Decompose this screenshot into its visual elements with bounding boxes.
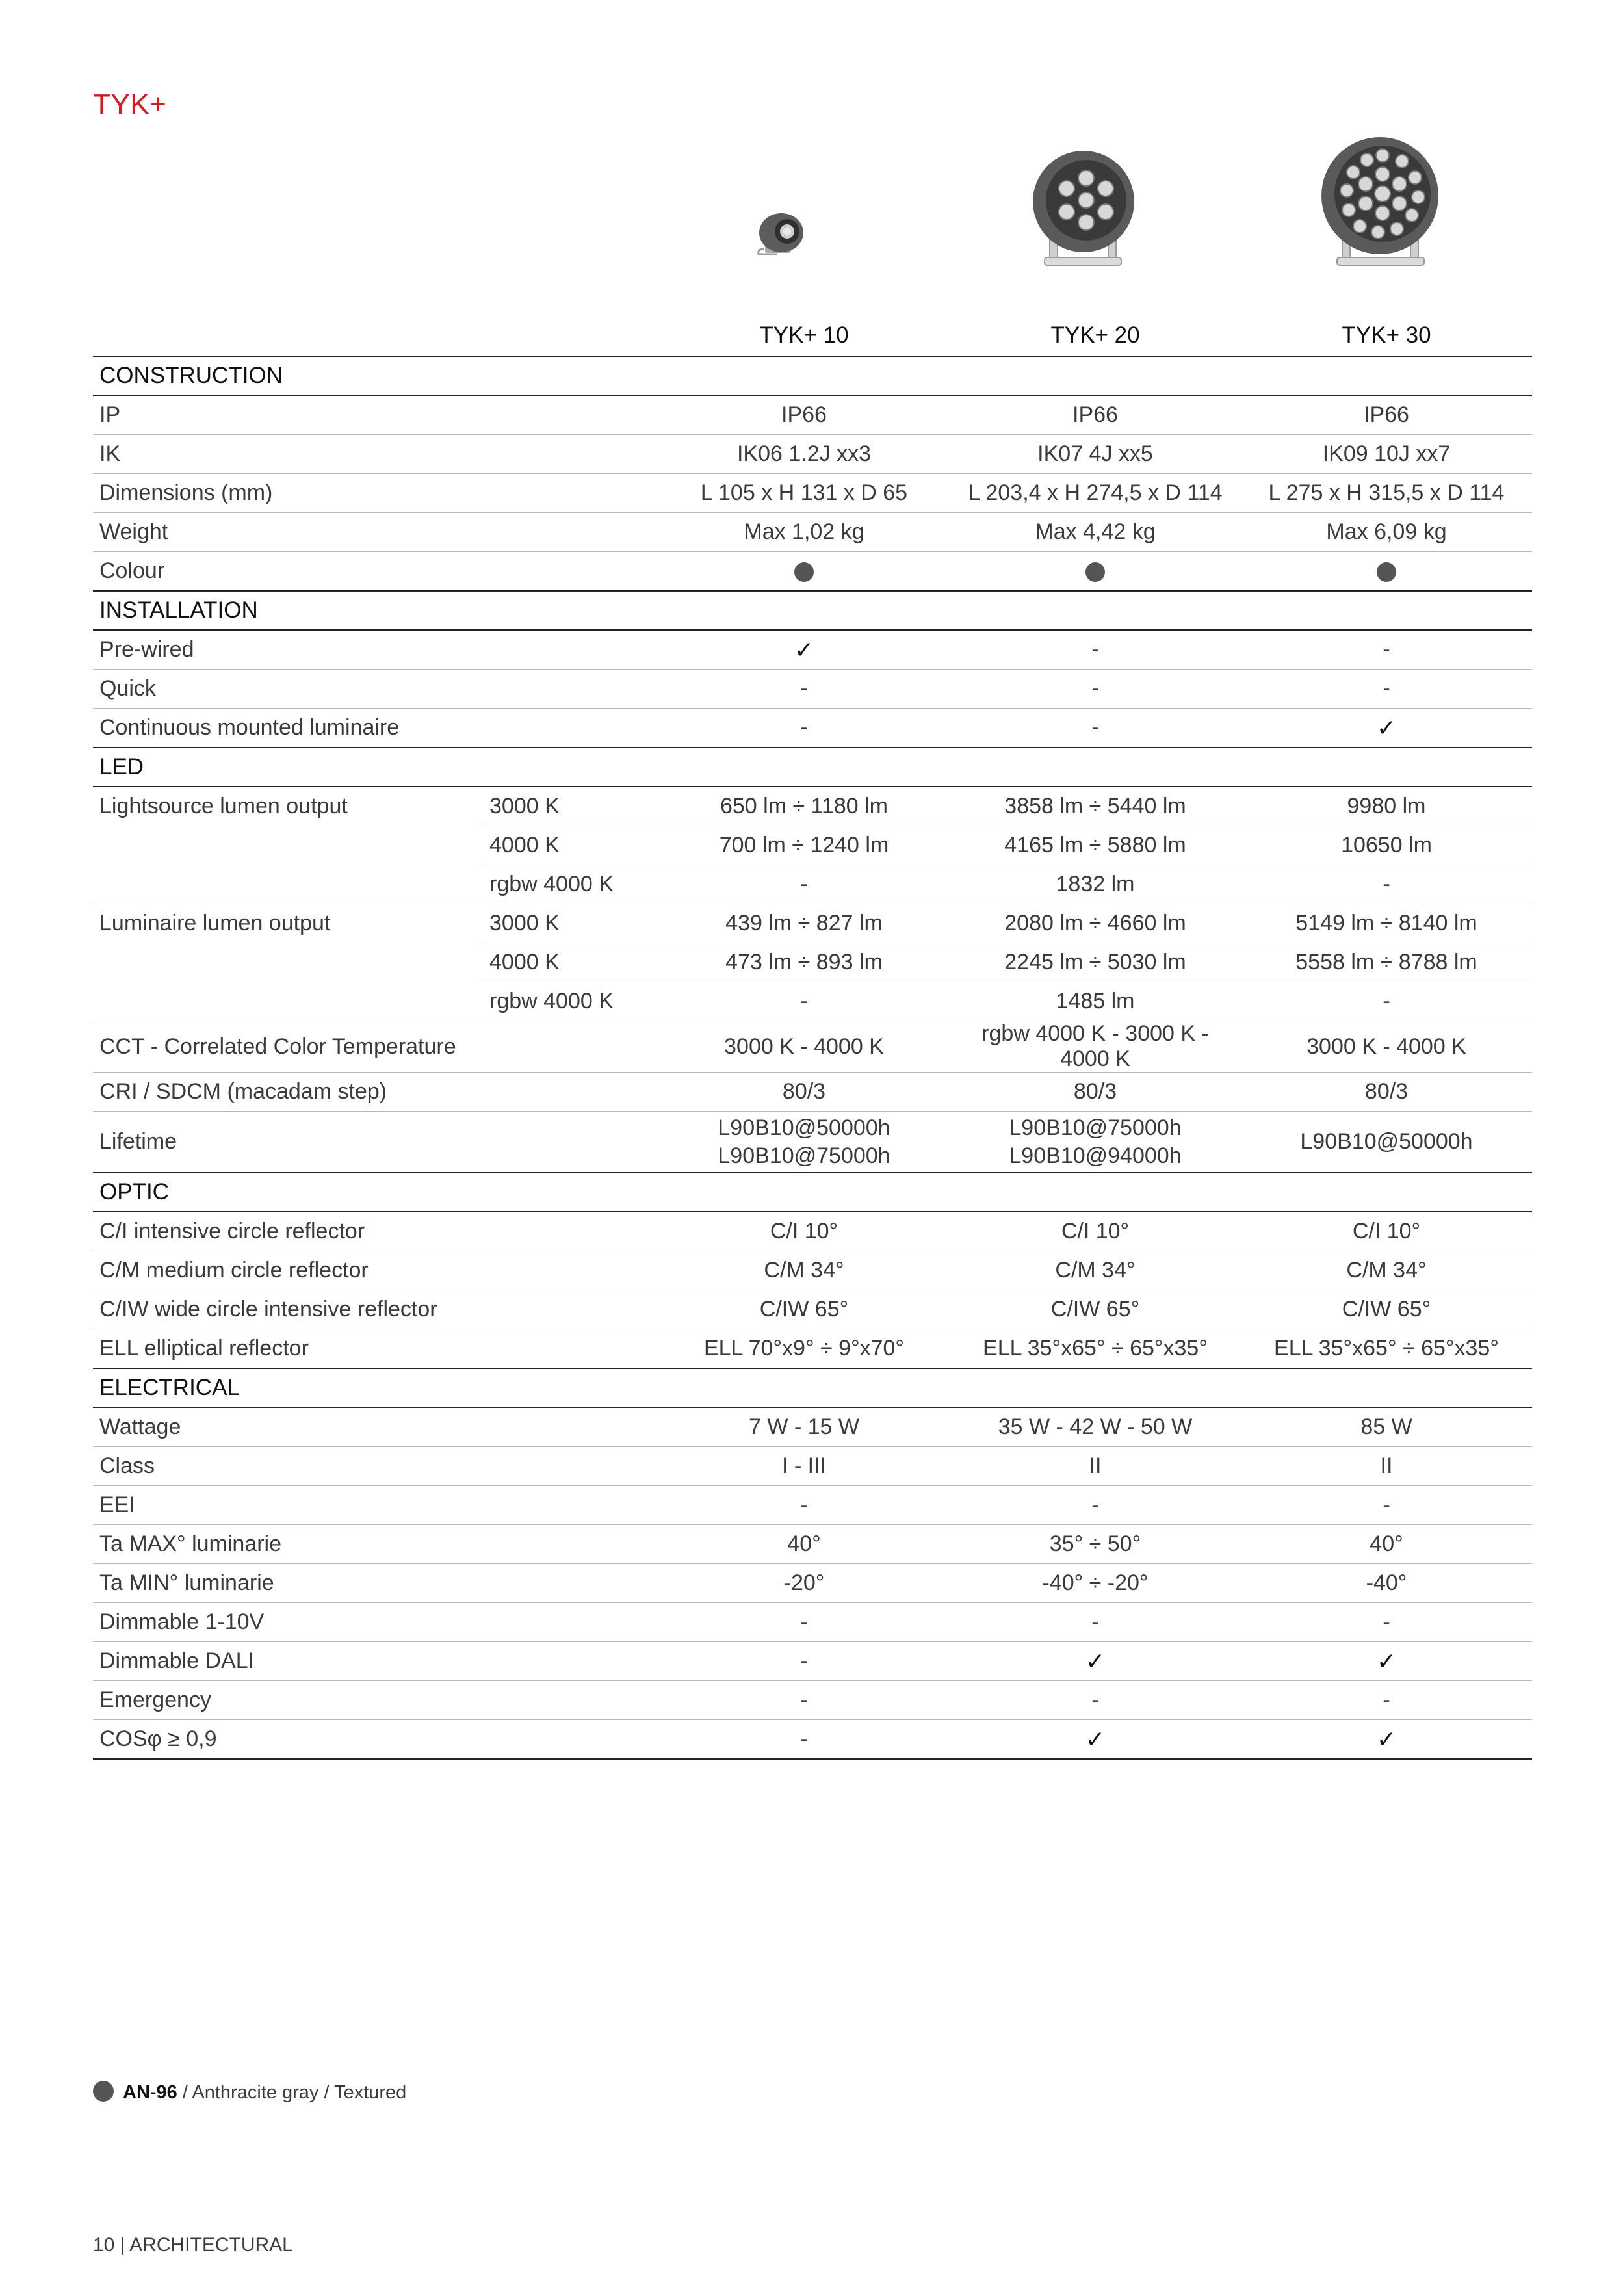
value-cell (1241, 1720, 1532, 1760)
row-label (93, 826, 483, 865)
value-cell: - (1241, 630, 1532, 670)
value-cell: 5558 lm ÷ 8788 lm (1241, 943, 1532, 982)
colour-dot (794, 562, 814, 582)
colour-swatch (93, 2081, 114, 2102)
row-label: Dimensions (mm) (93, 474, 658, 513)
table-row (93, 1525, 1532, 1564)
value-cell: 650 lm ÷ 1180 lm (658, 787, 950, 826)
value-cell: C/IW 65° (658, 1290, 950, 1329)
value-cell: 2245 lm ÷ 5030 lm (950, 943, 1241, 982)
value-cell: 35 W - 42 W - 50 W (950, 1407, 1241, 1447)
row-label (93, 943, 483, 982)
check-icon: ✓ (1085, 1647, 1106, 1675)
page-footer: 10 | ARCHITECTURAL (93, 2234, 293, 2256)
row-label (93, 865, 483, 904)
tyk-10-image (751, 210, 816, 262)
check-icon: ✓ (1376, 1725, 1397, 1753)
value-cell: 7 W - 15 W (658, 1407, 950, 1447)
spec-table (93, 315, 1532, 1760)
value-cell: C/I 10° (658, 1212, 950, 1251)
value-cell: - (1241, 1486, 1532, 1525)
colour-dot (1377, 562, 1396, 582)
product-name: TYK+ 20 (950, 315, 1241, 356)
value-cell: - (950, 630, 1241, 670)
lifetime-line: L90B10@94000h (1009, 1143, 1182, 1168)
value-cell: C/I 10° (950, 1212, 1241, 1251)
value-cell: Max 4,42 kg (950, 513, 1241, 552)
value-cell: -40° (1241, 1564, 1532, 1603)
value-cell: ELL 35°x65° ÷ 65°x35° (950, 1329, 1241, 1369)
value-cell: - (950, 1603, 1241, 1642)
value-cell: 3000 K - 4000 K (1241, 1021, 1532, 1073)
table-row (93, 826, 1532, 865)
page-title: TYK+ (93, 88, 167, 120)
row-label: IP (93, 395, 658, 435)
value-cell: - (950, 670, 1241, 709)
table-row (93, 395, 1532, 435)
section-heading: LED (93, 748, 1532, 787)
value-cell: - (658, 982, 950, 1021)
table-row (93, 787, 1532, 826)
row-label: Lightsource lumen output (99, 794, 348, 819)
value-cell: C/M 34° (658, 1251, 950, 1290)
value-cell: 1832 lm (950, 865, 1241, 904)
value-cell: 80/3 (950, 1073, 1241, 1112)
value-cell: - (658, 1720, 950, 1760)
value-cell: C/IW 65° (950, 1290, 1241, 1329)
product-name: TYK+ 10 (658, 315, 950, 356)
row-label: C/I intensive circle reflector (93, 1212, 658, 1251)
table-row (93, 630, 1532, 670)
value-cell (1241, 709, 1532, 748)
value-cell: Max 1,02 kg (658, 513, 950, 552)
check-icon: ✓ (1376, 1647, 1397, 1675)
sub-label: 4000 K (483, 826, 658, 865)
sub-label: rgbw 4000 K (483, 982, 658, 1021)
table-row (93, 1603, 1532, 1642)
value-cell: IK06 1.2J xx3 (658, 435, 950, 474)
value-cell: 40° (658, 1525, 950, 1564)
row-label: C/M medium circle reflector (93, 1251, 658, 1290)
value-cell: -20° (658, 1564, 950, 1603)
table-row (93, 1486, 1532, 1525)
value-cell: - (950, 1486, 1241, 1525)
section-heading: ELECTRICAL (93, 1368, 1532, 1407)
value-cell: IP66 (658, 395, 950, 435)
table-row (93, 865, 1532, 904)
section-row (93, 591, 1532, 630)
value-cell: 439 lm ÷ 827 lm (658, 904, 950, 943)
table-row (93, 943, 1532, 982)
value-cell: 35° ÷ 50° (950, 1525, 1241, 1564)
value-cell: 80/3 (658, 1073, 950, 1112)
value-cell: - (658, 1642, 950, 1681)
value-cell: IP66 (1241, 395, 1532, 435)
value-cell: IP66 (950, 395, 1241, 435)
row-label: C/IW wide circle intensive reflector (93, 1290, 658, 1329)
value-cell (950, 1642, 1241, 1681)
value-cell (658, 1112, 950, 1173)
value-cell: II (1241, 1447, 1532, 1486)
table-row (93, 1212, 1532, 1251)
value-cell: L 203,4 x H 274,5 x D 114 (950, 474, 1241, 513)
product-header-row (93, 315, 1532, 356)
value-cell: 10650 lm (1241, 826, 1532, 865)
row-label: Lifetime (93, 1112, 658, 1173)
tyk-20-image (1024, 148, 1144, 268)
section-row (93, 748, 1532, 787)
value-cell: 9980 lm (1241, 787, 1532, 826)
table-row (93, 1290, 1532, 1329)
section-heading: INSTALLATION (93, 591, 1532, 630)
check-icon: ✓ (1085, 1725, 1106, 1753)
value-cell: 40° (1241, 1525, 1532, 1564)
sub-label: rgbw 4000 K (483, 865, 658, 904)
row-label: COSφ ≥ 0,9 (93, 1720, 658, 1760)
row-label: IK (93, 435, 658, 474)
row-label: Pre-wired (93, 630, 658, 670)
value-cell: ELL 35°x65° ÷ 65°x35° (1241, 1329, 1532, 1369)
lifetime-line: L90B10@75000h (1009, 1115, 1182, 1140)
value-cell (1241, 552, 1532, 592)
row-label: Dimmable DALI (93, 1642, 658, 1681)
value-cell: 473 lm ÷ 893 lm (658, 943, 950, 982)
legend-text: / Anthracite gray / Textured (177, 2082, 407, 2103)
value-cell: - (1241, 865, 1532, 904)
table-row (93, 1720, 1532, 1760)
row-label: Quick (93, 670, 658, 709)
value-cell: 1485 lm (950, 982, 1241, 1021)
value-cell: C/IW 65° (1241, 1290, 1532, 1329)
row-label: Ta MIN° luminarie (93, 1564, 658, 1603)
row-label (93, 982, 483, 1021)
value-cell: ELL 70°x9° ÷ 9°x70° (658, 1329, 950, 1369)
value-cell (950, 1720, 1241, 1760)
section-heading: OPTIC (93, 1173, 1532, 1212)
value-cell: C/M 34° (950, 1251, 1241, 1290)
sub-label: 3000 K (483, 787, 658, 826)
table-row (93, 1112, 1532, 1173)
row-label: EEI (93, 1486, 658, 1525)
lifetime-line: L90B10@50000h (718, 1115, 890, 1140)
colour-legend (93, 2082, 406, 2104)
row-label: Emergency (93, 1681, 658, 1720)
table-row (93, 435, 1532, 474)
tyk-30-image (1316, 134, 1446, 270)
row-label: Luminaire lumen output (99, 911, 331, 936)
sub-label: 4000 K (483, 943, 658, 982)
check-icon: ✓ (1376, 714, 1397, 741)
table-row (93, 1329, 1532, 1369)
legend-code: AN-96 (123, 2082, 177, 2103)
value-cell: - (658, 709, 950, 748)
row-label: Weight (93, 513, 658, 552)
value-cell: - (1241, 1603, 1532, 1642)
value-cell: - (1241, 670, 1532, 709)
table-row (93, 513, 1532, 552)
value-cell (950, 1112, 1241, 1173)
value-cell: Max 6,09 kg (1241, 513, 1532, 552)
section-heading: CONSTRUCTION (93, 356, 1532, 395)
table-row (93, 904, 1532, 943)
value-cell (658, 552, 950, 592)
section-row (93, 1173, 1532, 1212)
value-cell (1241, 1112, 1532, 1173)
value-cell: 3858 lm ÷ 5440 lm (950, 787, 1241, 826)
value-cell: IK07 4J xx5 (950, 435, 1241, 474)
row-label: CCT - Correlated Color Temperature (93, 1021, 658, 1073)
value-cell: - (950, 1681, 1241, 1720)
table-row (93, 474, 1532, 513)
value-cell: C/I 10° (1241, 1212, 1532, 1251)
value-cell: 5149 lm ÷ 8140 lm (1241, 904, 1532, 943)
value-cell: rgbw 4000 K - 3000 K - 4000 K (950, 1021, 1241, 1073)
colour-dot (1085, 562, 1105, 582)
section-row (93, 356, 1532, 395)
table-row (93, 1407, 1532, 1447)
value-cell: 4165 lm ÷ 5880 lm (950, 826, 1241, 865)
value-cell: - (658, 670, 950, 709)
row-label: CRI / SDCM (macadam step) (93, 1073, 658, 1112)
table-row (93, 709, 1532, 748)
value-cell (658, 630, 950, 670)
table-row (93, 1642, 1532, 1681)
row-label: Continuous mounted luminaire (93, 709, 658, 748)
value-cell: 85 W (1241, 1407, 1532, 1447)
table-row (93, 670, 1532, 709)
row-label: Class (93, 1447, 658, 1486)
product-images (0, 124, 1623, 286)
value-cell: - (1241, 1681, 1532, 1720)
table-row (93, 552, 1532, 592)
value-cell: - (658, 865, 950, 904)
value-cell: I - III (658, 1447, 950, 1486)
table-row (93, 1681, 1532, 1720)
table-row (93, 1073, 1532, 1112)
table-row (93, 1564, 1532, 1603)
value-cell: L 105 x H 131 x D 65 (658, 474, 950, 513)
row-label: Wattage (93, 1407, 658, 1447)
section-row (93, 1368, 1532, 1407)
value-cell: 3000 K - 4000 K (658, 1021, 950, 1073)
product-name: TYK+ 30 (1241, 315, 1532, 356)
value-cell (950, 552, 1241, 592)
value-cell: - (1241, 982, 1532, 1021)
value-cell: - (658, 1681, 950, 1720)
value-cell: -40° ÷ -20° (950, 1564, 1241, 1603)
table-row (93, 1447, 1532, 1486)
row-label: Colour (93, 552, 658, 592)
lifetime-line: L90B10@75000h (718, 1143, 890, 1168)
value-cell: L 275 x H 315,5 x D 114 (1241, 474, 1532, 513)
check-icon: ✓ (794, 636, 814, 663)
sub-label: 3000 K (483, 904, 658, 943)
row-label: ELL elliptical reflector (93, 1329, 658, 1369)
table-row (93, 1251, 1532, 1290)
value-cell: - (658, 1486, 950, 1525)
value-cell: IK09 10J xx7 (1241, 435, 1532, 474)
value-cell: 2080 lm ÷ 4660 lm (950, 904, 1241, 943)
value-cell: 80/3 (1241, 1073, 1532, 1112)
value-cell: - (950, 709, 1241, 748)
value-cell: II (950, 1447, 1241, 1486)
table-row (93, 982, 1532, 1021)
value-cell: C/M 34° (1241, 1251, 1532, 1290)
row-label: Ta MAX° luminarie (93, 1525, 658, 1564)
value-cell: - (658, 1603, 950, 1642)
lifetime-line: L90B10@50000h (1300, 1129, 1473, 1154)
value-cell (1241, 1642, 1532, 1681)
row-label: Dimmable 1-10V (93, 1603, 658, 1642)
table-row (93, 1021, 1532, 1073)
value-cell: 700 lm ÷ 1240 lm (658, 826, 950, 865)
